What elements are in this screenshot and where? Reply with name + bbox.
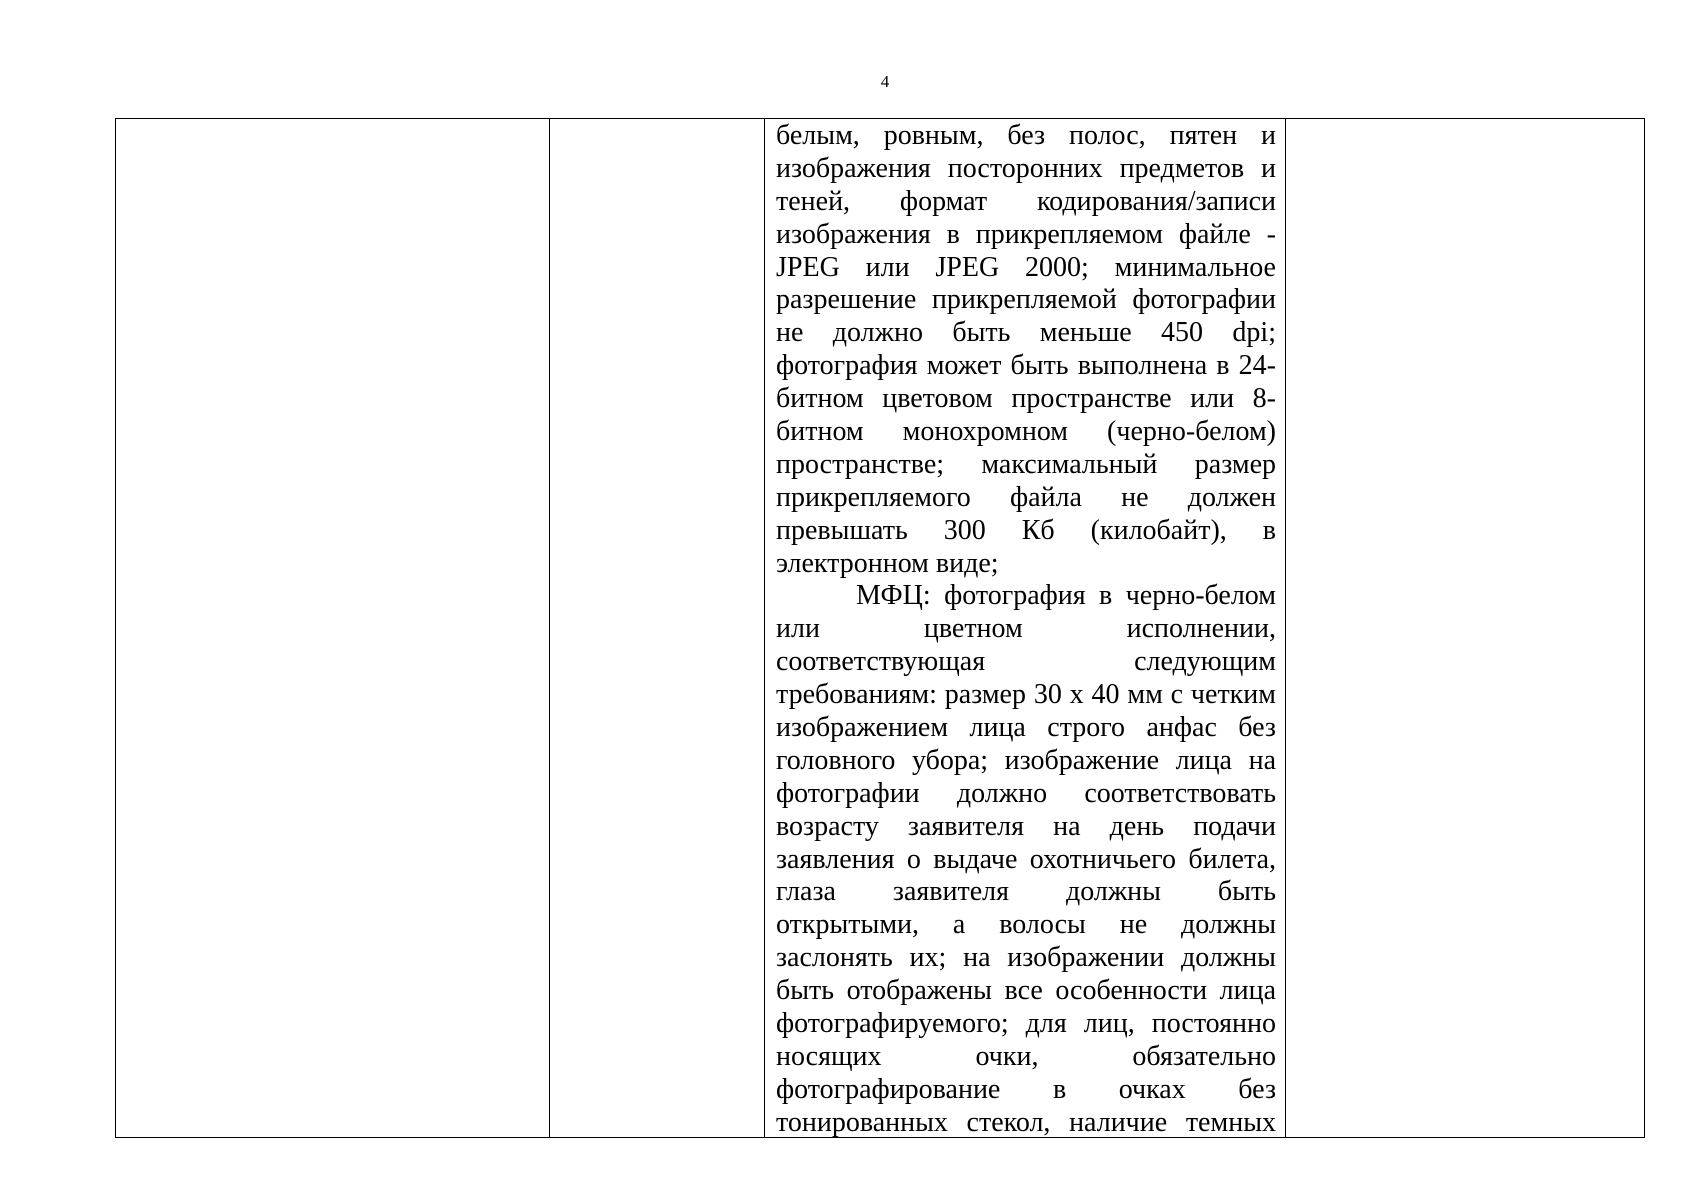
text-line: битном монохромном (черно-белом) [776,416,1276,448]
text-line: пространстве; максимальный размер [776,448,1276,480]
text-line: тонированных стекол, наличие темных [776,1106,1276,1137]
document-table [115,118,1645,1138]
column-divider-2 [764,119,765,1137]
text-line: головного убора; изображение лица на [776,744,1276,776]
text-line: изображением лица строго анфас без [776,712,1276,744]
text-line: глаза заявителя должны быть [776,876,1276,908]
text-line: открытыми, а волосы не должны [776,909,1276,941]
text-line: не должно быть меньше 450 dpi; [776,317,1276,349]
text-line: фотографирование в очках без [776,1073,1276,1105]
text-line: изображения посторонних предметов и [776,152,1276,184]
text-line: возрасту заявителя на день подачи [776,810,1276,842]
text-line: JPEG или JPEG 2000; минимальное [776,251,1276,283]
text-line: разрешение прикрепляемой фотографии [776,284,1276,316]
text-line: заявления о выдаче охотничьего билета, [776,843,1276,875]
table-cell-1 [116,119,549,1137]
text-line: быть отображены все особенности лица [776,975,1276,1007]
table-cell-3-text [776,119,1276,1137]
text-line: носящих очки, обязательно [776,1040,1276,1072]
text-line: требованиям: размер 30 х 40 мм с четким [776,679,1276,711]
text-line: превышать 300 Кб (килобайт), в [776,514,1276,546]
text-line: прикрепляемого файла не должен [776,481,1276,513]
text-line: соответствующая следующим [776,646,1276,678]
text-line: фотографируемого; для лиц, постоянно [776,1008,1276,1040]
page-number: 4 [880,72,890,91]
text-line: теней, формат кодирования/записи [776,185,1276,217]
text-line: изображения в прикрепляемом файле - [776,218,1276,250]
table-cell-2 [550,119,764,1137]
text-line: электронном виде; [776,547,999,579]
text-line: или цветном исполнении, [776,613,1276,645]
table-cell-4 [1286,119,1644,1137]
text-line: заслонять их; на изображении должны [776,942,1276,974]
text-line: фотографии должно соответствовать [776,777,1276,809]
text-line: МФЦ: фотография в черно-белом [856,580,1276,612]
text-line: фотография может быть выполнена в 24- [776,350,1276,382]
text-line: битном цветовом пространстве или 8- [776,383,1276,415]
text-line: белым, ровным, без полос, пятен и [776,120,1276,151]
